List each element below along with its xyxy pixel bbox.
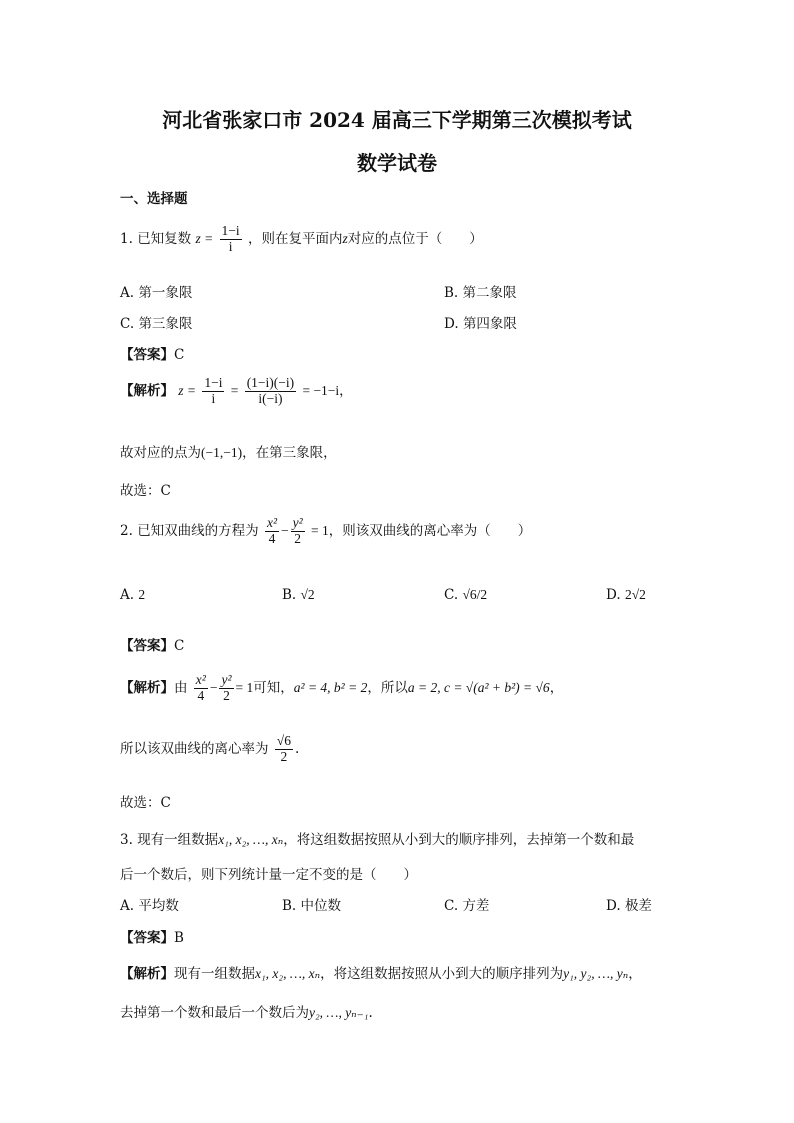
math-sequence: x₁, x₂, …, xₙ xyxy=(255,966,321,981)
conclusion-1: 故选：C xyxy=(120,483,171,499)
math-lhs: z = xyxy=(178,382,197,398)
option-b xyxy=(444,281,517,301)
fraction-denominator: 2 xyxy=(223,687,230,703)
analysis-label: 【解析】 xyxy=(120,966,174,982)
question-number: 1. xyxy=(120,230,133,247)
punctuation: ， xyxy=(339,382,353,399)
answer-3 xyxy=(120,926,184,946)
analysis-1-line2 xyxy=(120,441,337,461)
fraction-denominator: i xyxy=(211,390,216,406)
answer-value: B xyxy=(174,930,184,946)
option-text: 第一象限 xyxy=(138,285,193,301)
punctuation: ， xyxy=(628,966,642,982)
analysis-text: 可知， xyxy=(253,679,294,696)
section-heading: 一、选择题 xyxy=(120,191,188,207)
option-text: √2 xyxy=(300,587,315,602)
question-2 xyxy=(120,516,531,547)
analysis-text: 现有一组数据 xyxy=(174,966,255,982)
fraction-numerator: √6 xyxy=(276,733,291,748)
answer-1 xyxy=(120,343,184,363)
analysis-3 xyxy=(120,962,642,982)
fraction-numerator: x² xyxy=(266,515,278,530)
fraction-denominator: 4 xyxy=(197,687,205,703)
analysis-3-line2 xyxy=(120,1001,373,1021)
math-equals: = 1 xyxy=(235,679,254,695)
answer-label: 【答案】 xyxy=(120,930,174,946)
fraction-denominator: 2 xyxy=(294,530,302,546)
answer-2 xyxy=(120,634,184,654)
question-3-line1 xyxy=(120,828,634,848)
option-d xyxy=(606,587,646,603)
math-equals: = xyxy=(230,382,239,398)
analysis-text: 故对应的点为 xyxy=(120,445,201,461)
question-text: 已知双曲线的方程为 xyxy=(137,522,259,539)
fraction-numerator: 1−i xyxy=(204,375,223,390)
analysis-text: 所以该双曲线的离心率为 xyxy=(120,740,269,757)
math-equals: = 1 xyxy=(311,522,329,538)
option-a xyxy=(120,894,179,914)
option-a xyxy=(120,587,145,603)
option-b xyxy=(282,894,341,914)
answer-value: C xyxy=(174,347,185,363)
conclusion-2: 故选：C xyxy=(120,795,171,811)
answer-label: 【答案】 xyxy=(120,638,174,654)
option-text: 平均数 xyxy=(138,898,179,914)
option-text: 中位数 xyxy=(300,898,342,914)
question-text: 已知复数 xyxy=(137,230,192,247)
math-minus: − xyxy=(281,522,289,538)
question-number: 2. xyxy=(120,522,133,539)
fraction-denominator: 4 xyxy=(268,530,276,546)
option-text: 第二象限 xyxy=(462,285,517,301)
option-text: √6/2 xyxy=(462,587,488,602)
math-sequence: y₂, …, yₙ₋₁ xyxy=(309,1005,369,1020)
option-text: 2√2 xyxy=(624,587,646,602)
answer-value: C xyxy=(174,638,185,654)
analysis-2 xyxy=(120,673,563,704)
analysis-text: 去掉第一个数和最后一个数后为 xyxy=(120,1005,309,1021)
analysis-label: 【解析】 xyxy=(120,382,174,399)
analysis-text: ，所以 xyxy=(367,679,408,696)
math-sequence: y₁, y₂, …, yₙ xyxy=(563,966,629,981)
question-text: ，将这组数据按照从小到大的顺序排列，去掉第一个数和最 xyxy=(283,832,635,848)
option-c xyxy=(444,894,489,914)
math-point: (−1,−1) xyxy=(201,445,243,460)
question-text: 现有一组数据 xyxy=(137,832,219,848)
fraction-denominator: i xyxy=(228,238,233,254)
fraction-denominator: i(−i) xyxy=(258,390,283,406)
fraction-numerator: (1−i)(−i) xyxy=(246,375,295,390)
option-d xyxy=(444,312,517,332)
option-key: B. xyxy=(444,285,459,301)
fraction-numerator: 1−i xyxy=(221,223,240,238)
option-a xyxy=(120,281,192,301)
option-text: 第四象限 xyxy=(462,316,517,332)
math-expression: a² = 4, b² = 2 xyxy=(293,679,368,695)
option-d xyxy=(606,894,652,914)
answer-label: 【答案】 xyxy=(120,347,174,363)
fraction-numerator: x² xyxy=(195,672,206,687)
math-sequence: x₁, x₂, …, xₙ xyxy=(218,832,284,847)
option-text: 第三象限 xyxy=(138,316,193,332)
analysis-text: ，将这组数据按照从小到大的顺序排列为 xyxy=(320,966,564,982)
question-text: ，则在复平面内 xyxy=(247,230,343,247)
question-3-line2: 后一个数后，则下列统计量一定不变的是（ ） xyxy=(120,867,417,883)
option-key: C. xyxy=(444,898,459,914)
option-text: 方差 xyxy=(462,898,490,914)
math-result: = −1−i xyxy=(302,382,340,398)
question-number: 3. xyxy=(120,832,133,848)
analysis-label: 【解析】 xyxy=(120,679,174,696)
option-c xyxy=(120,312,192,332)
option-b xyxy=(282,587,315,603)
option-key: D. xyxy=(444,316,459,332)
analysis-text: 由 xyxy=(174,679,188,696)
option-c xyxy=(444,587,487,603)
option-key: C. xyxy=(444,587,459,603)
option-key: A. xyxy=(120,898,135,914)
option-key: D. xyxy=(606,898,621,914)
math-lhs: z = xyxy=(195,230,214,246)
option-key: A. xyxy=(120,285,135,301)
fraction-numerator: y² xyxy=(221,672,232,687)
document-title: 河北省张家口市 2024 届高三下学期第三次模拟考试 xyxy=(162,108,632,132)
document-subtitle: 数学试卷 xyxy=(357,151,437,175)
math-minus: − xyxy=(209,679,218,695)
analysis-text: ，在第三象限， xyxy=(242,445,337,461)
math-expression: a = 2, c = √(a² + b²) = √6 xyxy=(407,679,550,695)
punctuation: ， xyxy=(549,679,564,696)
punctuation: . xyxy=(368,1005,373,1021)
question-text: ，则该双曲线的离心率为（ ） xyxy=(328,522,532,539)
analysis-2-line2 xyxy=(120,734,299,765)
option-key: C. xyxy=(120,316,135,332)
fraction-denominator: 2 xyxy=(280,748,288,764)
fraction-numerator: y² xyxy=(292,515,303,530)
option-key: B. xyxy=(282,898,297,914)
option-key: A. xyxy=(120,587,135,603)
question-text: 对应的点位于（ ） xyxy=(347,230,483,247)
analysis-1 xyxy=(120,376,353,407)
option-text: 极差 xyxy=(624,898,652,914)
option-text: 2 xyxy=(138,587,146,602)
question-1 xyxy=(120,224,483,255)
option-key: B. xyxy=(282,587,297,603)
option-key: D. xyxy=(606,587,621,603)
math-var: z xyxy=(342,230,348,246)
punctuation: . xyxy=(294,740,300,757)
